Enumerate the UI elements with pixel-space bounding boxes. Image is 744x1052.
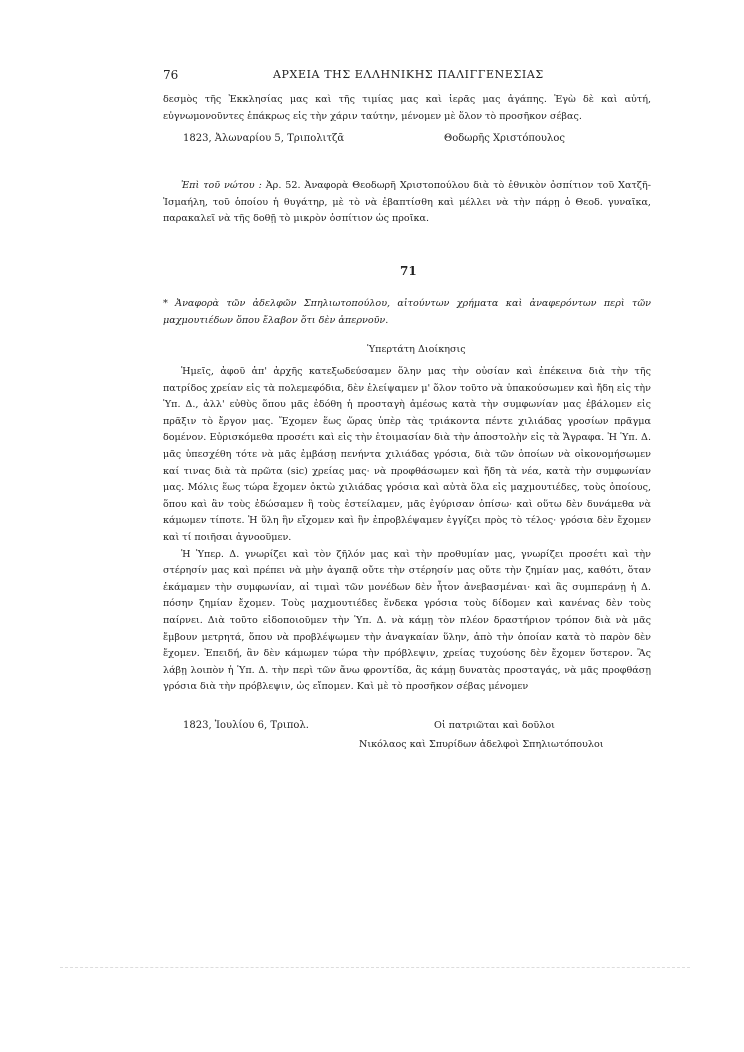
page-number: 76 <box>163 68 179 82</box>
previous-document-date: 1823, Ἀλωναρίου 5, Τριπολιτζᾶ <box>183 133 345 144</box>
document-number: 71 <box>400 264 417 278</box>
verso-note <box>163 178 651 228</box>
previous-document-signature: Θοδωρῆς Χριστόπουλος <box>444 133 565 144</box>
running-head: ΑΡΧΕΙΑ ΤΗΣ ΕΛΛΗΝΙΚΗΣ ΠΑΛΙΓΓΕΝΕΣΙΑΣ <box>273 68 544 81</box>
previous-document-closing <box>163 92 651 125</box>
document-summary <box>163 296 651 329</box>
closing-paragraph: δεσμὸς τῆς Ἐκκλησίας μας καὶ τῆς τιμίας μας καὶ ἱερᾶς μας ἀγάπης. Ἐγὼ δὲ καὶ αὐτή, εὐγνωμονοῦντες ἐπάκρως εἰς τὴν χάριν ταύτην, μένομεν μὲ ὅλον τὸ προσῆκον σέβας. <box>163 94 651 122</box>
summary-paragraph: * Ἀναφορὰ τῶν ἀδελφῶν Σπηλιωτοπούλου, αἰτούντων χρήματα καὶ ἀναφερόντων περὶ τῶν μαχμουτιέδων ὅπου ἔλαβον ὅτι δὲν ἀπερνοῦν. <box>163 298 651 326</box>
document-date: 1823, Ἰουλίου 6, Τριπολ. <box>183 720 309 731</box>
body-paragraph-1: Ἡμεῖς, ἀφοῦ ἀπ' ἀρχῆς κατεξωδεύσαμεν ὅλην μας τὴν οὐσίαν καὶ ἐπέκεινα διὰ τὴν τῆς πατρίδος χρείαν εἰς τὰ πολεμεφόδια, δὲν ἐλείψαμεν μ' ὅλον τοῦτο νὰ ὑπακούσωμεν καὶ ἤδη εἰς τὴν Ὑπ. Δ., ἀλλ' εὐθὺς ὅπου μᾶς ἐδόθη ἡ προσταγὴ ἀμέσως κατὰ τὴν συμφωνίαν μας ἐβάλομεν εἰς πρᾶξιν τὸ ἔργον μας. Ἔχομεν ἕως ὥρας ὑπὲρ τὰς τριάκοντα πέντε χιλιάδας γροσίων πρᾶγμα δομένον. Εὑρισκόμεθα προσέτι καὶ εἰς τὴν ἑτοιμασίαν διὰ τὴν ἀποστολὴν εἰς τὰ Ἄγραφα. Ἡ Ὑπ. Δ. μᾶς ὑπεσχέθη τότε νὰ μᾶς ἐμβάσῃ πενήντα χιλιάδας γρόσια, διὰ τῶν ὁποίων νὰ οἰκονομήσωμεν καί τινας διὰ τὰ πρῶτα (sic) χρείας μας· νὰ προφθάσωμεν καὶ ἤδη τὰ νέα, κατὰ τὴν συμφωνίαν μας. Μόλις ἕως τώρα ἔχομεν ὀκτὼ χιλιάδας γρόσια καὶ αὐτὰ ὅλα εἰς μαχμουτιέδες, τοὺς ὁποίους, ὅπου καὶ ἂν τοὺς ἐδώσαμεν ἢ τοὺς ἐστείλαμεν, μᾶς ἐγύρισαν ὀπίσω· καὶ οὕτω δὲν δυνάμεθα νὰ κάμωμεν τίποτε. Ἡ ὕλη ἣν εἴχομεν καὶ ἣν ἐπροβλέψαμεν ἐγγίζει πρὸς τὸ τέλος· γρόσια δὲν ἔχομεν καὶ τί ποιῆσαι ἀγνοοῦμεν. <box>163 366 651 543</box>
signature-line-1: Οἱ πατριῶται καὶ δοῦλοι <box>434 720 555 731</box>
verso-label: Ἐπὶ τοῦ νώτου : <box>181 180 262 191</box>
document-body <box>163 364 651 696</box>
signature-line-2: Νικόλαος καὶ Σπυρίδων ἀδελφοὶ Σπηλιωτόπουλοι <box>359 739 604 750</box>
addressee: Ὑπερτάτη Διοίκησις <box>367 344 466 355</box>
body-paragraph-2: Ἡ Ὑπερ. Δ. γνωρίζει καὶ τὸν ζῆλόν μας καὶ τὴν προθυμίαν μας, γνωρίζει προσέτι καὶ τὴν στέρησίν μας καὶ πρέπει νὰ μὴν ἀγαπᾷ οὔτε τὴν στέρησίν μας οὔτε τὴν ζημίαν μας, καθότι, ὅταν ἐκάμαμεν τὴν συμφωνίαν, αἱ τιμαὶ τῶν μονέδων δὲν ἦτον ἀνεβασμέναι· καὶ ἂς συμπεράνῃ ἡ Δ. πόσην ζημίαν ἔχομεν. Τοὺς μαχμουτιέδες ἕνδεκα γρόσια τοὺς δίδομεν καὶ κανένας δὲν τοὺς παίρνει. Διὰ τοῦτο εἰδοποιοῦμεν τὴν Ὑπ. Δ. νὰ κάμῃ τὸν πλέον δραστήριον τρόπον διὰ νὰ μᾶς ἔμβουν μετρητά, ὅπου νὰ προβλέψωμεν τὴν ἀναγκαίαν ὕλην, ἀπὸ τὴν ὁποίαν κατὰ τὸ παρὸν δὲν ἔχομεν. Ἐπειδή, ἂν δὲν κάμωμεν τώρα τὴν πρόβλεψιν, χρείας τυχούσης δὲν ἔχομεν ὕστερον. Ἂς λάβῃ λοιπὸν ἡ Ὑπ. Δ. τὴν περὶ τῶν ἄνω φροντίδα, ἂς κάμῃ δυνατὰς προσταγάς, νὰ μᾶς προφθάσῃ γρόσια διὰ τὴν πρόβλεψιν, ὡς εἴπομεν. Καὶ μὲ τὸ προσῆκον σέβας μένομεν <box>163 548 651 693</box>
scan-artifact-line <box>60 967 690 968</box>
verso-text: Ἀρ. 52. Ἀναφορὰ Θεοδωρῆ Χριστοπούλου διὰ τὸ ἐθνικὸν ὀσπίτιον τοῦ Χατζῆ-Ἰσμαήλη, τοῦ ὁποίου ἡ θυγάτηρ, μὲ τὸ νὰ ἐβαπτίσθη καὶ μέλλει νὰ τὴν πάρῃ ὁ Θεοδ. γυναῖκα, παρακαλεῖ νὰ τῆς δοθῇ τὸ μικρὸν ὀσπίτιον ὡς προῖκα. <box>163 180 651 225</box>
verso-paragraph <box>163 178 651 228</box>
